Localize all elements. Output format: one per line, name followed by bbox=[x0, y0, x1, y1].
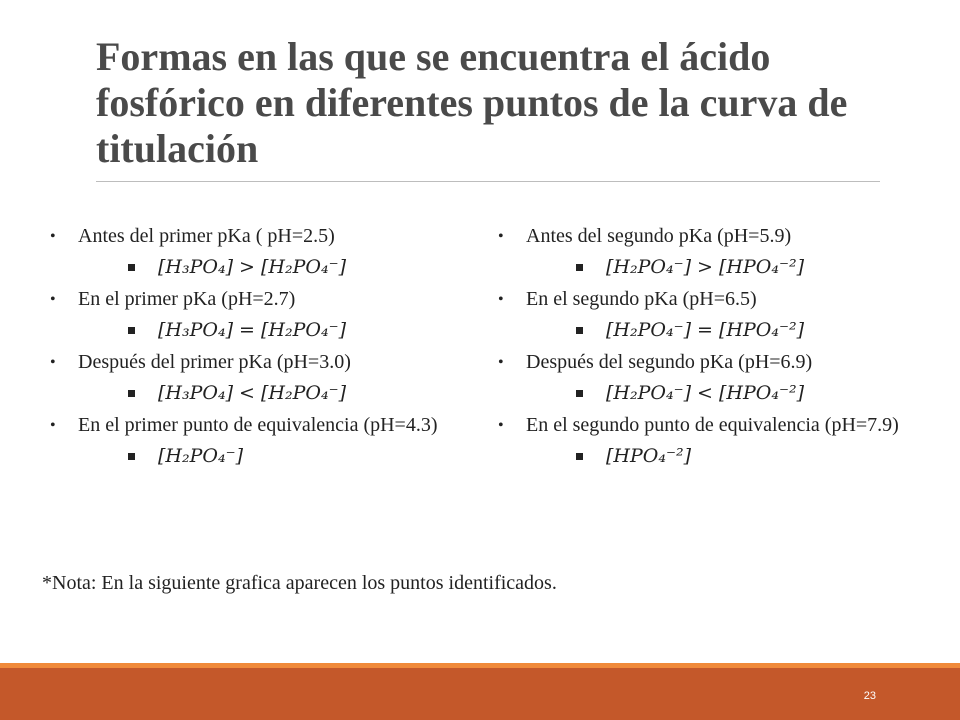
square-bullet-icon bbox=[128, 327, 135, 334]
square-bullet-icon bbox=[128, 264, 135, 271]
square-bullet-icon bbox=[576, 390, 583, 397]
right-column bbox=[498, 225, 938, 477]
list-item bbox=[50, 414, 470, 469]
square-bullet-icon bbox=[576, 264, 583, 271]
formula: [HPO₄⁻²] bbox=[526, 443, 938, 469]
footer-bar bbox=[0, 668, 960, 720]
item-label: En el segundo pKa (pH=6.5) bbox=[526, 288, 757, 310]
list-item bbox=[50, 288, 470, 343]
formula: [H₃PO₄] < [H₂PO₄⁻] bbox=[78, 380, 470, 406]
list-item bbox=[498, 351, 938, 406]
square-bullet-icon bbox=[576, 327, 583, 334]
bullet-icon: • bbox=[498, 354, 504, 371]
bullet-icon: • bbox=[50, 417, 56, 434]
item-label: En el segundo punto de equivalencia (pH=7.9) bbox=[526, 414, 899, 436]
formula: [H₃PO₄] = [H₂PO₄⁻] bbox=[78, 317, 470, 343]
item-label: En el primer pKa (pH=2.7) bbox=[78, 288, 296, 310]
square-bullet-icon bbox=[128, 390, 135, 397]
slide-title: Formas en las que se encuentra el ácido fosfórico en diferentes puntos de la curva de titulación bbox=[96, 34, 848, 171]
bullet-icon: • bbox=[50, 291, 56, 308]
left-column bbox=[50, 225, 470, 477]
item-label: En el primer punto de equivalencia (pH=4.3) bbox=[78, 414, 438, 436]
formula: [H₂PO₄⁻] = [HPO₄⁻²] bbox=[526, 317, 938, 343]
item-label: Después del segundo pKa (pH=6.9) bbox=[526, 351, 813, 373]
bullet-icon: • bbox=[498, 417, 504, 434]
item-label: Antes del segundo pKa (pH=5.9) bbox=[526, 225, 792, 247]
list-item bbox=[50, 351, 470, 406]
item-label: Antes del primer pKa ( pH=2.5) bbox=[78, 225, 335, 247]
bullet-icon: • bbox=[498, 291, 504, 308]
list-item bbox=[498, 288, 938, 343]
formula: [H₂PO₄⁻] > [HPO₄⁻²] bbox=[526, 254, 938, 280]
item-label: Después del primer pKa (pH=3.0) bbox=[78, 351, 351, 373]
list-item bbox=[498, 225, 938, 280]
square-bullet-icon bbox=[128, 453, 135, 460]
title-divider bbox=[96, 181, 880, 182]
page-number: 23 bbox=[863, 690, 876, 702]
formula: [H₂PO₄⁻] < [HPO₄⁻²] bbox=[526, 380, 938, 406]
formula: [H₂PO₄⁻] bbox=[78, 443, 470, 469]
formula: [H₃PO₄] > [H₂PO₄⁻] bbox=[78, 254, 470, 280]
bullet-icon: • bbox=[50, 228, 56, 245]
list-item bbox=[50, 225, 470, 280]
footnote: *Nota: En la siguiente grafica aparecen los puntos identificados. bbox=[42, 572, 557, 594]
square-bullet-icon bbox=[576, 453, 583, 460]
bullet-icon: • bbox=[498, 228, 504, 245]
bullet-icon: • bbox=[50, 354, 56, 371]
list-item bbox=[498, 414, 938, 469]
